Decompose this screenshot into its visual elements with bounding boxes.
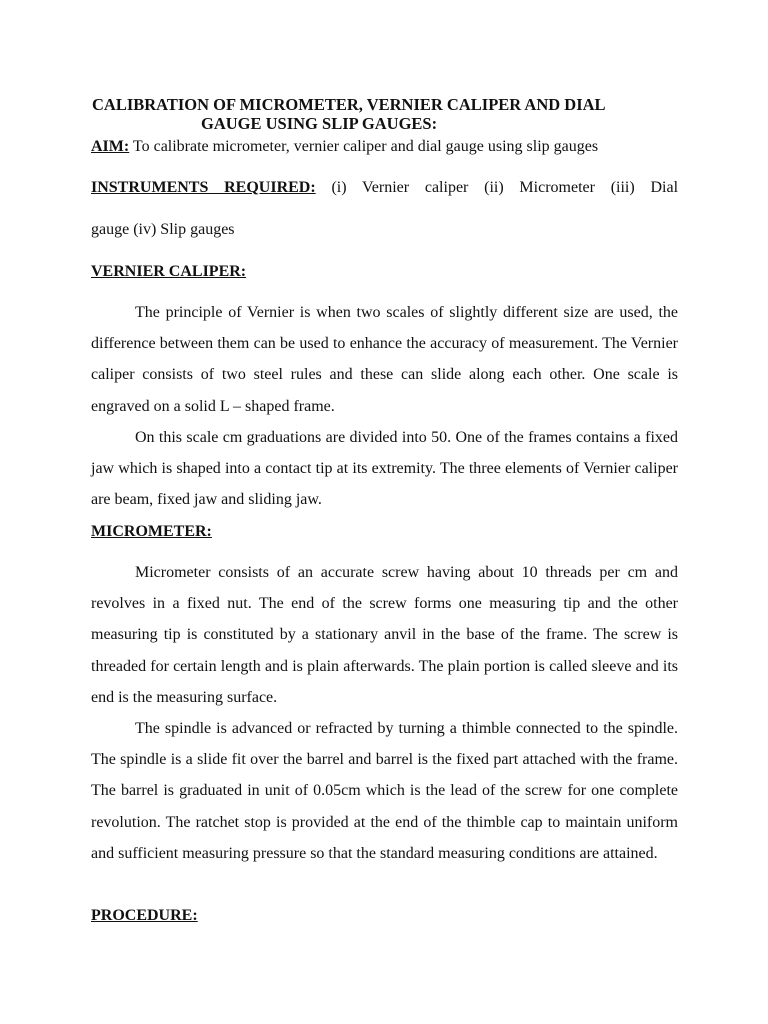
procedure-heading: PROCEDURE: xyxy=(91,907,198,924)
vernier-heading: VERNIER CALIPER: xyxy=(91,263,247,280)
vernier-paragraph-1: The principle of Vernier is when two scales of slightly different size are used, the difference between them can be used to enhance the accuracy of measurement. The Vernier caliper consists of two steel rules and these can slide along each other. One scale is engraved on a solid L – shaped frame. xyxy=(91,304,678,415)
micrometer-paragraph-2: The spindle is advanced or refracted by turning a thimble connected to the spindle. The spindle is a slide fit over the barrel and barrel is the fixed part attached with the frame. The barrel is graduated in unit of 0.05cm which is the lead of the screw for one complete revolution. The ratchet stop is provided at the end of the thimble cap to maintain uniform and sufficient measuring pressure so that the standard measuring conditions are attained. xyxy=(91,720,678,862)
instruments-label: INSTRUMENTS REQUIRED: xyxy=(91,179,316,196)
aim-text: To calibrate micrometer, vernier caliper and dial gauge using slip gauges xyxy=(129,138,599,155)
instruments-text-1: (i) Vernier caliper (ii) Micrometer (iii) Dial xyxy=(315,179,678,196)
micrometer-heading: MICROMETER: xyxy=(91,523,212,540)
instruments-line-1 xyxy=(91,178,678,198)
instruments-line-2: gauge (iv) Slip gauges xyxy=(91,221,235,238)
aim-line xyxy=(91,137,678,157)
document-title-line-2: GAUGE USING SLIP GAUGES: xyxy=(201,114,438,133)
vernier-paragraph-2: On this scale cm graduations are divided into 50. One of the frames contains a fixed jaw which is shaped into a contact tip at its extremity. The three elements of Vernier caliper are beam, fixed jaw and sliding jaw. xyxy=(91,429,678,509)
document-title-line-1: CALIBRATION OF MICROMETER, VERNIER CALIPER AND DIAL xyxy=(92,95,606,114)
micrometer-paragraph-1: Micrometer consists of an accurate screw having about 10 threads per cm and revolves in a fixed nut. The end of the screw forms one measuring tip and the other measuring tip is constituted by a stationary anvil in the base of the frame. The screw is threaded for certain length and is plain afterwards. The plain portion is called sleeve and its end is the measuring surface. xyxy=(91,564,678,706)
aim-label: AIM: xyxy=(91,138,130,155)
